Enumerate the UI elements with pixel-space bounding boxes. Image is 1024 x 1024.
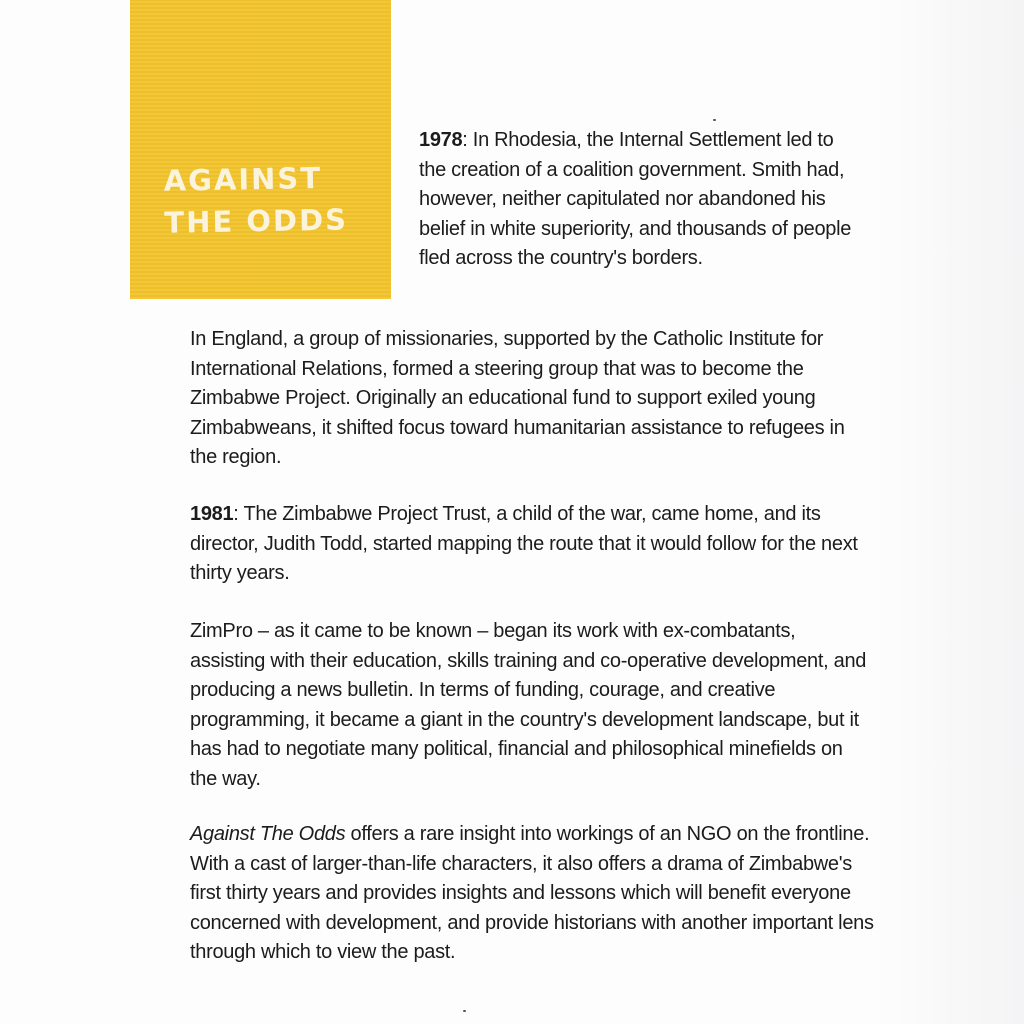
year-1978: 1978	[419, 129, 463, 151]
paragraph-1981	[190, 500, 870, 589]
print-speck	[713, 119, 716, 121]
paragraph-england	[190, 325, 870, 473]
title-block	[130, 0, 391, 299]
paragraph-england-text: In England, a group of missionaries, supported by the Catholic Institute for International Relations, formed a steering group that was to become the Zimbabwe Project. Originally an educational fund to support exiled young Zimbabweans, it shifted focus toward humanitarian assistance to refugees in the region.	[190, 328, 845, 468]
paragraph-zimpro	[190, 617, 870, 794]
print-speck	[463, 1010, 466, 1012]
paragraph-1981-text: : The Zimbabwe Project Trust, a child of the war, came home, and its director, Judith Todd, started mapping the route that it would follow for the next thirty years.	[190, 503, 858, 584]
paragraph-summary	[190, 820, 880, 968]
book-title-italic: Against The Odds	[190, 823, 346, 845]
year-1981: 1981	[190, 503, 234, 525]
paragraph-1978-text: : In Rhodesia, the Internal Settlement led to the creation of a coalition government. Smith had, however, neither capitulated nor abandoned his belief in white superiority, and thousands of people fled across the country's borders.	[419, 129, 852, 269]
title-line-1: AGAINST	[163, 160, 323, 198]
paragraph-zimpro-text: ZimPro – as it came to be known – began its work with ex-combatants, assisting with their education, skills training and co-operative development, and producing a news bulletin. In terms of funding, courage, and creative programming, it became a giant in the country's development landscape, but it has had to negotiate many political, financial and philosophical minefields on the way.	[190, 620, 867, 790]
paragraph-summary-text: offers a rare insight into workings of an NGO on the frontline. With a cast of larger-than-life characters, it also offers a drama of Zimbabwe's first thirty years and provides insights and lessons which will benefit everyone concerned with development, and provide historians with another important lens through which to view the past.	[190, 823, 874, 963]
page-edge-shadow	[874, 0, 1024, 1024]
paragraph-1978	[419, 126, 859, 274]
title-line-2: THE ODDS	[164, 202, 349, 240]
book-title-logo	[163, 156, 364, 243]
